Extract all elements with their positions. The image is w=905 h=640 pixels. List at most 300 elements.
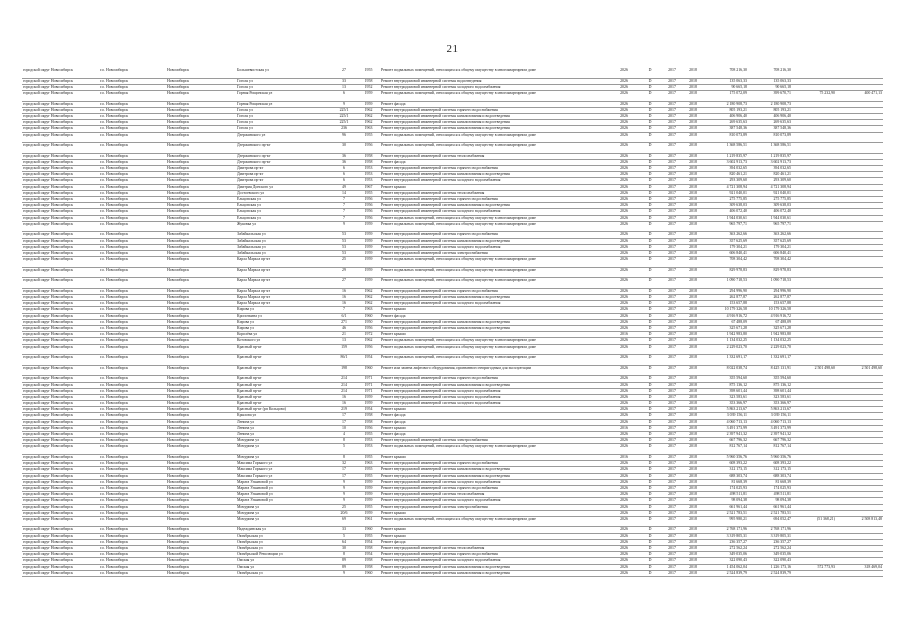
cell-period-from: 2026 [610,250,638,256]
cell-cost-total: 661 961,44 [748,504,792,510]
cell-cost-total: 399 670,71 [748,90,792,101]
cell-cost: 661 961,44 [704,504,748,510]
cell-year: 1959 [357,250,380,256]
cell-house: 30 [331,546,357,552]
cell-end-year: 2018 [682,313,704,319]
cell-category: D [638,184,662,190]
cell-work-type: Ремонт внутридомовой инженерной системы холодного водоснабжения [380,178,610,184]
cell-period-from: 2016 [610,425,638,431]
cell-start-year: 2017 [662,132,682,143]
cell-start-year: 2017 [662,444,682,455]
cell-start-year: 2017 [662,313,682,319]
cell-city-type: г.о. Новосибирск [99,288,166,294]
cell-city: Новосибирск [166,492,236,498]
cell-start-year: 2017 [662,267,682,278]
cell-cost: 995 980,21 [704,516,748,527]
cell-cost: 153 657,88 [704,301,748,307]
cell-okrug: городской округ Новосибирск [22,344,99,355]
cell-okrug: городской округ Новосибирск [22,498,99,504]
cell-cost: 1 219 835,97 [704,153,748,159]
cell-cost: 812 767,14 [704,444,748,455]
cell-cost: 606 840,41 [704,250,748,256]
cell-cost-total: 355 594,60 [748,376,792,382]
cell-city-type: г.о. Новосибирск [99,78,166,84]
cell-city: Новосибирск [166,344,236,355]
cell-work-type: Ремонт внутридомовой инженерной системы горячего водоснабжения [380,461,610,467]
cell-cost: 236 357,27 [704,539,748,545]
cell-okrug: городской округ Новосибирск [22,319,99,325]
cell-cost-total: 1 090 718,53 [748,278,792,289]
cell-category: D [638,504,662,510]
cell-category: D [638,143,662,154]
cell-end-year: 2018 [682,533,704,539]
cell-street: Дзержинского ул [236,132,331,143]
cell-city: Новосибирск [166,319,236,325]
cell-cost-total: 1 332 691,17 [748,355,792,366]
cell-period-from: 2026 [610,388,638,394]
cell-cost: 1 368 586,51 [704,143,748,154]
table-row [22,132,883,143]
cell-okrug: городской округ Новосибирск [22,355,99,366]
cell-house: 7 [331,209,357,215]
cell-cost: 174 025,93 [704,485,748,491]
cell-house: 7 [331,203,357,209]
cell-work-type: Ремонт подвальных помещений, относящихся к общему имуществу в многоквартирном доме [380,257,610,268]
cell-year: 1962 [357,338,380,344]
cell-end-year: 2018 [682,382,704,388]
cell-period-from: 2026 [610,344,638,355]
cell-house: 5 [331,533,357,539]
cell-category: D [638,190,662,196]
cell-extra-1: 75 232,90 [792,90,836,101]
cell-start-year: 2017 [662,407,682,413]
cell-category: D [638,126,662,132]
cell-street: Крылова ул [236,413,331,419]
cell-start-year: 2017 [662,221,682,232]
cell-cost-total: 363 262,66 [748,232,792,238]
cell-category: D [638,401,662,407]
cell-year: 1954 [357,552,380,558]
cell-city-type: г.о. Новосибирск [99,552,166,558]
cell-cost-total: 606 840,41 [748,250,792,256]
cell-city-type: г.о. Новосибирск [99,570,166,576]
cell-extra-2 [836,570,883,576]
cell-city: Новосибирск [166,382,236,388]
cell-start-year: 2017 [662,244,682,250]
cell-okrug: городской округ Новосибирск [22,166,99,172]
cell-start-year: 2017 [662,257,682,268]
cell-end-year: 2018 [682,101,704,107]
cell-city-type: г.о. Новосибирск [99,132,166,143]
cell-period-from: 2026 [610,492,638,498]
cell-cost-total: 3 319 805,31 [748,533,792,539]
cell-extra-2 [836,132,883,143]
cell-year: 1958 [357,159,380,165]
cell-okrug: городской округ Новосибирск [22,250,99,256]
cell-start-year: 2017 [662,516,682,527]
cell-start-year: 2017 [662,467,682,473]
cell-okrug: городской округ Новосибирск [22,113,99,119]
cell-cost: 323 583,61 [704,394,748,400]
cell-period-from: 2026 [610,107,638,113]
cell-house: 33 [331,78,357,84]
cell-street: Октябрьской Революции ул [236,552,331,558]
cell-work-type: Ремонт внутридомовой инженерной системы холодного водоснабжения [380,401,610,407]
cell-category: D [638,533,662,539]
cell-period-from: 2026 [610,190,638,196]
cell-cost-total: 1 368 586,51 [748,143,792,154]
cell-extra-1 [792,257,836,268]
cell-okrug: городской округ Новосибирск [22,172,99,178]
cell-start-year: 2017 [662,498,682,504]
cell-city-type: г.о. Новосибирск [99,143,166,154]
cell-city: Новосибирск [166,326,236,332]
cell-okrug: городской округ Новосибирск [22,159,99,165]
cell-end-year: 2018 [682,166,704,172]
cell-period-from: 2016 [610,332,638,338]
cell-category: D [638,527,662,533]
cell-okrug: городской округ Новосибирск [22,184,99,190]
cell-period-from: 2026 [610,394,638,400]
cell-city: Новосибирск [166,221,236,232]
cell-house: 225/1 [331,120,357,126]
cell-okrug: городской округ Новосибирск [22,444,99,455]
cell-category: D [638,444,662,455]
cell-city: Новосибирск [166,570,236,576]
cell-start-year: 2017 [662,338,682,344]
cell-period-from: 2026 [610,498,638,504]
cell-okrug: городской округ Новосибирск [22,120,99,126]
cell-start-year: 2017 [662,419,682,425]
cell-street: Марата Ульяновой ул [236,479,331,485]
table-row [22,267,883,278]
cell-end-year: 2018 [682,90,704,101]
cell-start-year: 2017 [662,438,682,444]
cell-street: Достоевского ул [236,190,331,196]
cell-year: 1955 [357,473,380,479]
cell-period-from: 2026 [610,319,638,325]
cell-start-year: 2017 [662,401,682,407]
cell-start-year: 2017 [662,539,682,545]
cell-city: Новосибирск [166,203,236,209]
cell-house: 46 [331,326,357,332]
cell-work-type: Ремонт внутридомовой инженерной системы холодного водоснабжения [380,388,610,394]
cell-city-type: г.о. Новосибирск [99,467,166,473]
cell-start-year: 2017 [662,250,682,256]
cell-street: Октябрьская ул [236,533,331,539]
cell-end-year: 2018 [682,215,704,221]
cell-city: Новосибирск [166,365,236,376]
cell-end-year: 2018 [682,143,704,154]
cell-city-type: г.о. Новосибирск [99,332,166,338]
cell-start-year: 2017 [662,295,682,301]
cell-city-type: г.о. Новосибирск [99,232,166,238]
cell-year: 1959 [357,267,380,278]
cell-category: D [638,90,662,101]
cell-city-type: г.о. Новосибирск [99,238,166,244]
cell-category: D [638,510,662,516]
cell-cost-total: 2 397 941,32 [748,432,792,438]
cell-cost: 4 060 713,13 [704,419,748,425]
cell-end-year: 2018 [682,244,704,250]
cell-work-type: Ремонт внутридомовой инженерной системы горячего водоснабжения [380,552,610,558]
cell-house: 16 [331,295,357,301]
cell-city-type: г.о. Новосибирск [99,546,166,552]
cell-city: Новосибирск [166,473,236,479]
cell-house: 13 [331,338,357,344]
cell-okrug: городской округ Новосибирск [22,84,99,90]
cell-period-from: 2026 [610,113,638,119]
cell-category: D [638,132,662,143]
cell-end-year: 2018 [682,301,704,307]
cell-city-type: г.о. Новосибирск [99,510,166,516]
cell-cost-total: 2 521 783,51 [748,510,792,516]
cell-cost-total: 921 040,01 [748,190,792,196]
cell-work-type: Ремонт подвальных помещений, относящихся к общему имуществу в многоквартирном доме [380,338,610,344]
cell-category: D [638,338,662,344]
cell-city-type: г.о. Новосибирск [99,365,166,376]
cell-cost: 820 461,21 [704,172,748,178]
cell-house: 16 [331,301,357,307]
cell-year: 1953 [357,166,380,172]
cell-okrug: городской округ Новосибирск [22,438,99,444]
cell-cost: 1 134 032,25 [704,338,748,344]
cell-start-year: 2017 [662,307,682,313]
cell-end-year: 2018 [682,504,704,510]
cell-city-type: г.о. Новосибирск [99,326,166,332]
cell-category: D [638,479,662,485]
cell-category: D [638,178,662,184]
cell-okrug: городской округ Новосибирск [22,307,99,313]
cell-period-from: 2026 [610,172,638,178]
cell-year: 1971 [357,376,380,382]
cell-work-type: Ремонт внутридомовой инженерной системы теплоснабжения [380,190,610,196]
cell-end-year: 2018 [682,432,704,438]
cell-year: 1959 [357,401,380,407]
cell-cost: 1 944 030,61 [704,215,748,221]
cell-work-type: Ремонт крыши [380,527,610,533]
cell-cost-total: 965 797,71 [748,221,792,232]
cell-end-year: 2018 [682,250,704,256]
cell-cost: 175 072,09 [704,90,748,101]
cell-year: 1956 [357,203,380,209]
cell-year: 1958 [357,419,380,425]
cell-year: 1961 [357,516,380,527]
cell-work-type: Ремонт подвальных помещений, относящихся к общему имуществу в многоквартирном доме [380,221,610,232]
cell-okrug: городской округ Новосибирск [22,209,99,215]
cell-street: Гоголя ул [236,120,331,126]
cell-year: 1959 [357,394,380,400]
cell-work-type: Ремонт подвальных помещений, относящихся к общему имуществу в многоквартирном доме [380,355,610,366]
cell-period-from: 2026 [610,153,638,159]
cell-okrug: городской округ Новосибирск [22,546,99,552]
cell-cost: 608 393,22 [704,461,748,467]
cell-city-type: г.о. Новосибирск [99,313,166,319]
cell-cost-total: 4 060 713,13 [748,419,792,425]
cell-house: 17 [331,473,357,479]
cell-period-from: 2016 [610,455,638,461]
cell-cost-total: 322 090,43 [748,558,792,564]
cell-category: D [638,376,662,382]
cell-city: Новосибирск [166,564,236,570]
cell-street: Ельцовская ул [236,209,331,215]
cell-category: D [638,407,662,413]
cell-year: 1954 [357,355,380,366]
cell-start-year: 2017 [662,546,682,552]
cell-cost-total: 2 180 908,73 [748,101,792,107]
cell-cost: 81 668,39 [704,479,748,485]
cell-start-year: 2017 [662,215,682,221]
cell-cost: 394 032,65 [704,166,748,172]
cell-house: 198 [331,365,357,376]
cell-category: D [638,438,662,444]
cell-category: D [638,295,662,301]
cell-extra-2 [836,221,883,232]
cell-work-type: Ремонт внутридомовой инженерной системы канализования и водоотведения [380,295,610,301]
cell-category: D [638,244,662,250]
cell-cost: 90 665,18 [704,84,748,90]
cell-house: 219 [331,407,357,413]
cell-work-type: Ремонт внутридомовой инженерной системы горячего водоснабжения [380,485,610,491]
cell-city-type: г.о. Новосибирск [99,319,166,325]
cell-street: Марата Ульяновой ул [236,485,331,491]
cell-start-year: 2017 [662,485,682,491]
cell-okrug: городской округ Новосибирск [22,570,99,576]
cell-okrug: городской округ Новосибирск [22,413,99,419]
cell-work-type: Ремонт внутридомовой инженерной системы горячего водоснабжения [380,232,610,238]
cell-street: Гоголя ул [236,107,331,113]
cell-work-type: Ремонт внутридомовой инженерной системы канализования и водоотведения [380,319,610,325]
cell-category: D [638,473,662,479]
cell-period-from: 2026 [610,301,638,307]
cell-cost-total: 353 366,97 [748,401,792,407]
cell-cost-total: 153 657,88 [748,301,792,307]
cell-cost-total: 357 625,69 [748,238,792,244]
cell-period-from: 2026 [610,504,638,510]
cell-city-type: г.о. Новосибирск [99,504,166,510]
cell-street: Карла Маркса пр-кт [236,267,331,278]
cell-category: D [638,307,662,313]
cell-end-year: 2018 [682,113,704,119]
cell-year: 1955 [357,533,380,539]
cell-category: D [638,313,662,319]
cell-okrug: городской округ Новосибирск [22,143,99,154]
cell-cost: 5 960 356,76 [704,455,748,461]
cell-house: 20/6 [331,510,357,516]
cell-city: Новосибирск [166,78,236,84]
cell-cost: 357 625,69 [704,238,748,244]
cell-period-from: 2026 [610,510,638,516]
cell-street: Дмитрова пр-кт [236,166,331,172]
cell-house: 9 [331,485,357,491]
cell-cost-total: 3 039 156,11 [748,413,792,419]
cell-cost-total: 10 179 326,58 [748,307,792,313]
cell-cost-total: 3 491 373,99 [748,425,792,431]
cell-street: Котовского ул [236,338,331,344]
cell-cost: 294 996,90 [704,288,748,294]
table-row [22,355,883,366]
cell-cost-total: 67 488,09 [748,319,792,325]
cell-year: 1955 [357,132,380,143]
cell-end-year: 2018 [682,413,704,419]
cell-category: D [638,257,662,268]
cell-year: 1956 [357,197,380,203]
cell-city: Новосибирск [166,552,236,558]
cell-city-type: г.о. Новосибирск [99,307,166,313]
cell-okrug: городской округ Новосибирск [22,407,99,413]
cell-work-type: Ремонт внутридомовой инженерной системы канализования и водоотведения [380,113,610,119]
cell-city: Новосибирск [166,244,236,250]
cell-cost-total: 810 073,89 [748,132,792,143]
cell-extra-1 [792,132,836,143]
cell-okrug: городской округ Новосибирск [22,455,99,461]
cell-okrug: городской округ Новосибирск [22,425,99,431]
cell-category: D [638,288,662,294]
cell-okrug: городской округ Новосибирск [22,388,99,394]
cell-city: Новосибирск [166,257,236,268]
cell-work-type: Ремонт внутридомовой инженерной системы горячего водоснабжения [380,288,610,294]
cell-house: 8 [331,552,357,558]
cell-house: 16 [331,401,357,407]
cell-start-year: 2017 [662,78,682,84]
cell-house: 29 [331,267,357,278]
cell-cost: 387 548,36 [704,126,748,132]
cell-house: 17 [331,467,357,473]
cell-okrug: городской округ Новосибирск [22,244,99,250]
cell-city: Новосибирск [166,438,236,444]
cell-street: Кирова ул [236,326,331,332]
cell-okrug: городской округ Новосибирск [22,295,99,301]
cell-cost: 667 796,32 [704,438,748,444]
cell-street: Дзержинского пр-кт [236,159,331,165]
cell-work-type: Ремонт внутридомовой инженерной системы канализования и водоотведения [380,238,610,244]
cell-period-from: 2026 [610,143,638,154]
cell-period-from: 2026 [610,90,638,101]
cell-street: Мичурина ул [236,516,331,527]
cell-end-year: 2018 [682,479,704,485]
cell-category: D [638,425,662,431]
cell-street: Омская ул [236,564,331,570]
cell-work-type: Ремонт внутридомовой инженерной системы горячего водоснабжения [380,107,610,113]
cell-city-type: г.о. Новосибирск [99,355,166,366]
cell-house: 6 [331,166,357,172]
cell-city: Новосибирск [166,197,236,203]
cell-cost-total: 2 524 839,79 [748,570,792,576]
cell-city: Новосибирск [166,332,236,338]
cell-work-type: Ремонт крыши [380,455,610,461]
cell-extra-2 [836,355,883,366]
cell-end-year: 2018 [682,278,704,289]
cell-category: D [638,461,662,467]
cell-category: D [638,516,662,527]
cell-end-year: 2018 [682,407,704,413]
cell-cost-total: 875 136,12 [748,382,792,388]
cell-house: 9 [331,498,357,504]
cell-city-type: г.о. Новосибирск [99,498,166,504]
cell-city: Новосибирск [166,68,236,78]
cell-cost: 875 136,12 [704,382,748,388]
cell-city-type: г.о. Новосибирск [99,278,166,289]
cell-house: 9 [331,570,357,576]
cell-street: Жуковка ул [236,221,331,232]
cell-end-year: 2018 [682,120,704,126]
cell-end-year: 2018 [682,209,704,215]
cell-city: Новосибирск [166,546,236,552]
cell-end-year: 2018 [682,473,704,479]
cell-year: 1958 [357,413,380,419]
cell-period-from: 2026 [610,413,638,419]
cell-street: Кропоткина ул [236,313,331,319]
